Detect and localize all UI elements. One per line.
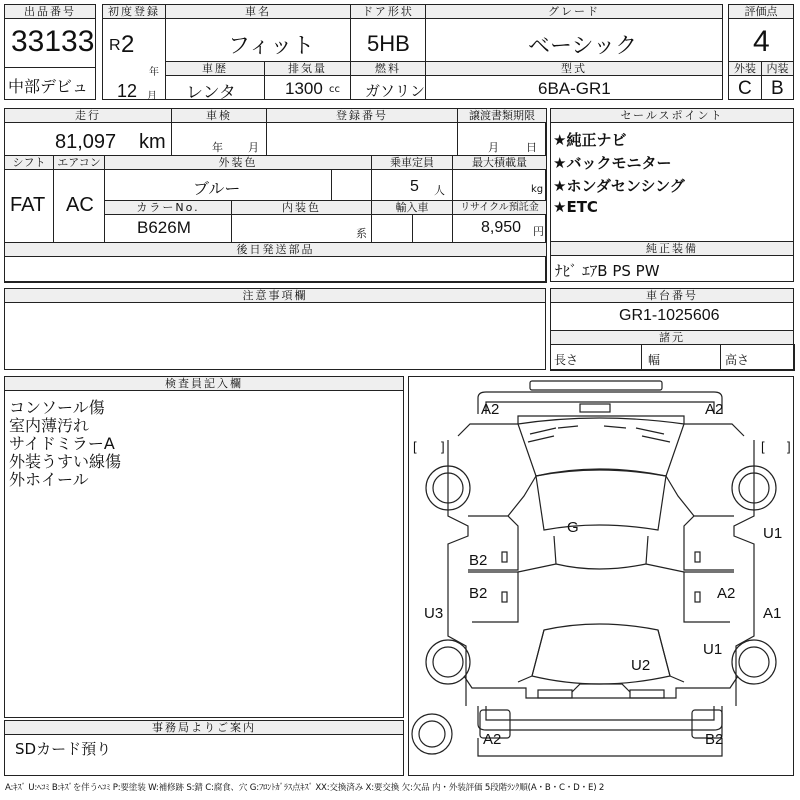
length-cell (550, 344, 642, 371)
exterior-color-label: 外装色 (104, 155, 372, 170)
length-label: 長さ (554, 353, 579, 367)
auction-site-cell (4, 67, 96, 100)
genuine-equipment-label: 純正装備 (550, 241, 794, 256)
inspection-cell (171, 108, 267, 156)
color-no-cell (104, 200, 232, 243)
import-subcell (412, 214, 453, 243)
bracket-mark: ] (441, 439, 445, 454)
car-diagram (408, 376, 794, 776)
interior-grade-label: 内装 (761, 61, 794, 76)
inspection-month-unit: 月 (248, 141, 259, 154)
aircon-value: AC (66, 194, 94, 216)
registration-number-label: 登録番号 (266, 108, 458, 123)
inspector-line: サイドミラーA (9, 434, 115, 453)
sales-points-label: セールスポイント (550, 108, 794, 123)
width-label: 幅 (648, 353, 661, 367)
recycle-label: リサイクル預託金 (452, 200, 547, 215)
legend-text: A:ｷｽﾞ U:ﾍｺﾐ B:ｷｽﾞを伴うﾍｺﾐ P:要塗装 W:補修跡 S:錆 C:腐食、穴 G:ﾌﾛﾝﾄｶﾞﾗｽ点ｷｽﾞ XX:交換済み X:要交換 欠:欠品 内・外装評価 5段階ﾗﾝｸ順(A・B・C・D・E) 2 (5, 783, 605, 793)
height-label: 高さ (725, 353, 750, 367)
damage-mark: U1 (763, 525, 783, 542)
model-code-value: 6BA-GR1 (538, 79, 611, 98)
shift-cell (4, 155, 54, 243)
shift-value: FAT (10, 194, 46, 216)
exterior-grade-cell (728, 61, 762, 100)
vehicle-info-table (4, 108, 546, 282)
interior-color-label: 内装色 (231, 200, 372, 215)
width-cell (641, 344, 721, 371)
genuine-equipment-box (550, 241, 794, 282)
displacement-label: 排気量 (264, 61, 351, 76)
displacement-cell (264, 61, 351, 100)
notes-box (4, 288, 546, 370)
sales-points-box (550, 108, 794, 242)
exterior-color-subcell (331, 169, 372, 201)
car-name-value: フィット (228, 34, 315, 59)
interior-grade-cell (761, 61, 794, 100)
color-no-value: B626M (137, 218, 191, 237)
bracket-mark: ] (787, 439, 791, 454)
exterior-grade-label: 外装 (728, 61, 762, 76)
recycle-cell (452, 200, 547, 243)
auction-site: 中部デビュ (8, 77, 89, 96)
exterior-color-value: ブルー (193, 179, 241, 198)
damage-mark: A1 (763, 605, 782, 622)
first-registration-box (102, 4, 166, 100)
lot-number-value: 33133 (11, 25, 95, 58)
inspector-label: 検査員記入欄 (4, 376, 404, 391)
first-registration-month: 12 (117, 81, 138, 101)
dimensions-label: 諸元 (550, 330, 794, 345)
displacement-value: 1300 (285, 79, 323, 98)
color-no-label: カラーNo. (104, 200, 232, 215)
later-parts-label: 後日発送部品 (4, 242, 547, 257)
damage-mark: B2 (469, 552, 488, 569)
capacity-cell (371, 155, 453, 201)
damage-mark: U2 (631, 657, 651, 674)
transfer-deadline-cell (457, 108, 547, 156)
interior-color-unit: 系 (356, 227, 367, 240)
damage-mark: B2 (469, 585, 488, 602)
car-name-label: 車名 (165, 4, 351, 19)
lot-number-box (4, 4, 96, 100)
transfer-month-unit: 月 (488, 141, 499, 154)
genuine-equipment-value: ﾅﾋﾞ ｴｱB PS PW (555, 262, 660, 280)
score-cell (728, 4, 794, 62)
history-value: レンタ (186, 83, 236, 100)
first-registration-label: 初度登録 (102, 4, 166, 19)
history-label: 車歴 (165, 61, 265, 76)
height-cell (720, 344, 795, 371)
import-cell (371, 200, 453, 243)
interior-grade-value: B (771, 78, 784, 99)
inspector-box (4, 376, 404, 718)
capacity-value: 5 (410, 178, 419, 195)
max-load-cell (452, 155, 547, 201)
bracket-mark: [ (413, 439, 417, 454)
registration-number-cell (266, 108, 458, 156)
bracket-mark: [ (761, 439, 765, 454)
later-parts-cell (4, 242, 547, 283)
damage-mark: A2 (705, 401, 724, 418)
aircon-cell (53, 155, 105, 243)
sales-point-item: ★ETC (553, 198, 598, 216)
first-registration-era: R (109, 37, 121, 54)
fuel-cell (350, 61, 426, 100)
score-label: 評価点 (728, 4, 794, 19)
car-name-cell (165, 4, 351, 62)
chassis-box (550, 288, 794, 370)
damage-mark: B2 (705, 731, 724, 748)
max-load-label: 最大積載量 (452, 155, 547, 170)
inspection-year-unit: 年 (212, 141, 223, 154)
door-type-cell (350, 4, 426, 62)
damage-mark: G (567, 519, 579, 536)
score-value: 4 (753, 25, 770, 58)
car-diagram-box (408, 376, 794, 776)
displacement-unit: cc (329, 84, 340, 95)
model-code-cell (425, 61, 723, 100)
inspector-line: 室内薄汚れ (9, 416, 90, 435)
mileage-cell (4, 108, 172, 156)
capacity-unit: 人 (434, 184, 445, 197)
fuel-value: ガソリン (365, 82, 426, 100)
damage-mark: A2 (483, 731, 502, 748)
notes-label: 注意事項欄 (4, 288, 546, 303)
door-type-label: ドア形状 (350, 4, 426, 19)
first-registration-year: 2 (121, 31, 135, 58)
aircon-label: エアコン (53, 155, 105, 170)
model-code-label: 型式 (425, 61, 723, 76)
import-label: 輸入車 (371, 200, 453, 215)
damage-mark: U1 (703, 641, 723, 658)
door-type-value: 5HB (367, 31, 410, 56)
mileage-unit: km (139, 131, 166, 153)
office-value: SDカード預り (15, 740, 112, 758)
inspection-label: 車検 (171, 108, 267, 123)
office-box (4, 720, 404, 776)
grade-value: ベーシック (528, 34, 638, 59)
damage-mark: A2 (481, 401, 500, 418)
year-unit: 年 (149, 67, 159, 78)
capacity-label: 乗車定員 (371, 155, 453, 170)
office-label: 事務局よりご案内 (4, 720, 404, 735)
recycle-unit: 円 (533, 225, 544, 238)
sales-point-item: ★純正ナビ (553, 131, 627, 149)
grade-cell (425, 4, 723, 62)
grade-label: グレード (425, 4, 723, 19)
inspector-line: コンソール傷 (9, 398, 105, 417)
mileage-label: 走行 (4, 108, 172, 123)
max-load-unit: kg (531, 184, 544, 195)
inspector-line: 外装うすい線傷 (9, 452, 122, 471)
history-cell (165, 61, 265, 100)
transfer-day-unit: 日 (526, 141, 537, 154)
transfer-deadline-label: 譲渡書類期限 (457, 108, 547, 123)
inspector-line: 外ホイール (9, 470, 89, 489)
exterior-color-cell (104, 155, 372, 201)
recycle-value: 8,950 (481, 219, 522, 236)
sales-point-item: ★ホンダセンシング (553, 177, 685, 195)
damage-mark: A2 (717, 585, 736, 602)
exterior-grade-value: C (738, 78, 752, 99)
fuel-label: 燃料 (350, 61, 426, 76)
chassis-label: 車台番号 (550, 288, 794, 303)
month-unit: 月 (147, 91, 157, 102)
lot-number-label: 出品番号 (4, 4, 96, 19)
damage-mark: U3 (424, 605, 444, 622)
mileage-value: 81,097 (55, 131, 117, 153)
interior-color-cell (231, 200, 372, 243)
chassis-value: GR1-1025606 (619, 307, 720, 324)
shift-label: シフト (4, 155, 54, 170)
sales-point-item: ★バックモニター (553, 154, 672, 172)
